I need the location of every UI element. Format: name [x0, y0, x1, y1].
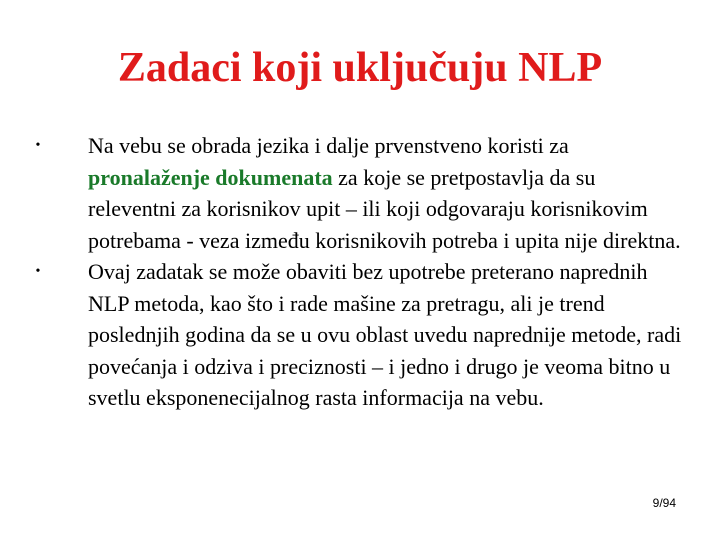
bullet-icon: •	[35, 264, 41, 279]
bullet-list	[28, 130, 688, 414]
highlighted-term: pronalaženje dokumenata	[88, 164, 333, 190]
bullet-item-1	[28, 130, 688, 256]
bullet-text-before: Na vebu se obrada jezika i dalje prvenstveno koristi za	[88, 133, 569, 158]
bullet-text-after: za koje se pretpostavlja da su releventni za korisnikov upit – ili koji odgovaraju korisnikovim potrebama - veza između korisnikovih potreba i upita nije direktna.	[88, 164, 681, 253]
bullet-text: Ovaj zadatak se može obaviti bez upotrebe preterano naprednih NLP metoda, kao što i rade mašine za pretragu, ali je trend poslednjih godina da se u ovu oblast uvedu naprednije metode, radi povećanja i odziva i preciznosti – i jedno i drugo je veoma bitno u svetlu eksponenecijalnog rasta informacija na vebu.	[88, 259, 682, 410]
slide-title: Zadaci koji uključuju NLP	[117, 45, 603, 91]
page-number: 9/94	[652, 496, 676, 510]
bullet-icon: •	[35, 138, 41, 153]
bullet-item-2	[28, 256, 688, 414]
